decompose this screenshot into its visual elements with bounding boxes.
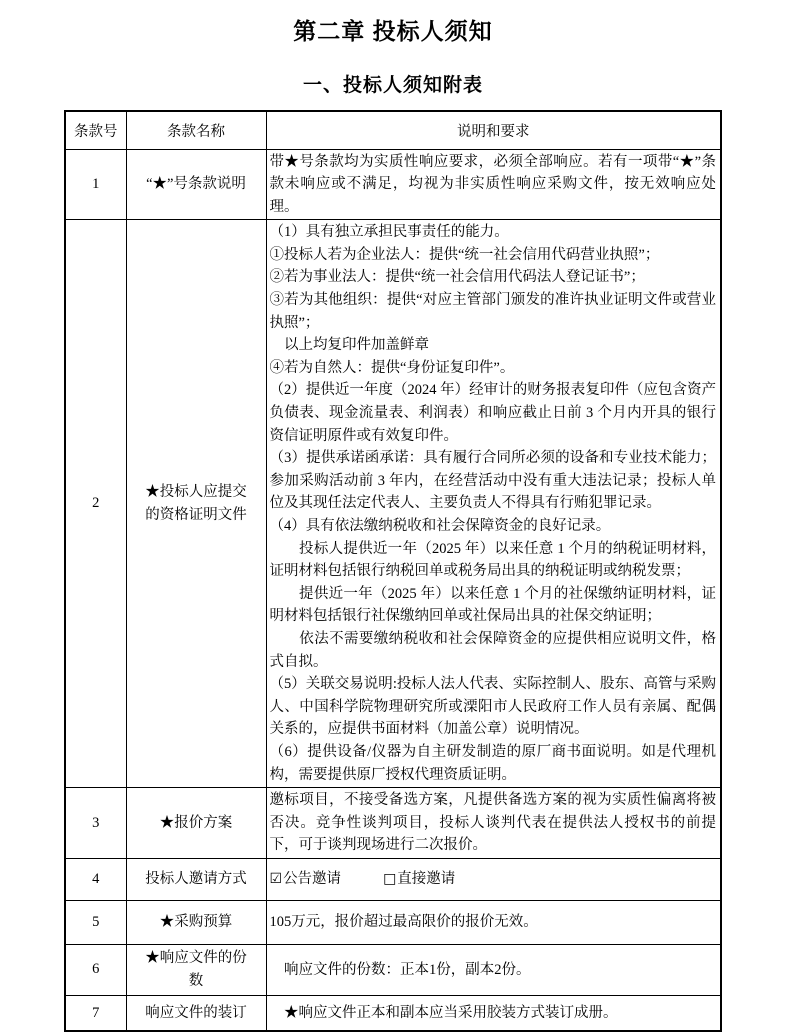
clause-description — [266, 944, 721, 995]
clause-description — [266, 858, 721, 900]
desc-paragraph: ①投标人若为企业法人：提供“统一社会信用代码营业执照”； — [269, 246, 660, 263]
clause-description — [266, 900, 721, 944]
desc-paragraph: 依法不需要缴纳税收和社会保障资金的应提供相应说明文件，格式自拟。 — [269, 630, 716, 670]
section-title: 一、投标人须知附表 — [302, 75, 483, 96]
unchecked-checkbox-icon: □ — [383, 871, 397, 888]
desc-paragraph: 以上均复印件加盖鲜章 — [269, 337, 429, 354]
desc-paragraph: 邀标项目，不接受备选方案，凡提供备选方案的视为实质性偏离将被否决。竞争性谈判项目，投标人谈判代表在提供法人授权书的前提下，可于谈判现场进行二次报价。 — [269, 792, 716, 854]
clause-no: 6 — [65, 944, 126, 995]
header-description: 说明和要求 — [266, 111, 721, 149]
desc-paragraph: 105万元，报价超过最高限价的报价无效。 — [269, 914, 538, 931]
checkbox-label: 直接邀请 — [397, 871, 456, 888]
clause-no: 7 — [65, 995, 126, 1031]
desc-paragraph: （4）具有依法缴纳税收和社会保障资金的良好记录。 — [269, 518, 611, 534]
clause-no: 4 — [65, 858, 126, 900]
desc-paragraph: 响应文件的份数：正本1份，副本2份。 — [269, 961, 531, 978]
clause-description — [266, 788, 721, 859]
clause-no: 2 — [65, 220, 126, 788]
table-row — [65, 995, 721, 1031]
clause-name: 投标人邀请方式 — [126, 858, 266, 900]
clause-name: ★投标人应提交的资格证明文件 — [126, 220, 266, 788]
table-row — [65, 788, 721, 859]
table-row — [65, 220, 721, 788]
table-row — [65, 944, 721, 995]
chapter-title: 第二章 投标人须知 — [293, 18, 493, 44]
clause-no: 3 — [65, 788, 126, 859]
checkbox-option-public-invite — [270, 871, 342, 887]
desc-paragraph: 投标人提供近一年（2025 年）以来任意 1 个月的纳税证明材料，证明材料包括银行纳税回单或税务局出具的纳税证明或纳税发票； — [269, 540, 716, 580]
desc-paragraph: （5）关联交易说明:投标人法人代表、实际控制人、股东、高管与采购人、中国科学院物理研究所或溧阳市人民政府工作人员有亲属、配偶关系的，应提供书面材料（加盖公章）说明情况。 — [269, 676, 716, 738]
desc-paragraph: （3）提供承诺函承诺：具有履行合同所必须的设备和专业技术能力；参加采购活动前 3 年内，在经营活动中没有重大违法记录；投标人单位及其现任法定代表人、主要负责人不得具有行贿犯罪记录。 — [269, 450, 716, 512]
clause-no: 5 — [65, 900, 126, 944]
clause-name: ★报价方案 — [126, 788, 266, 859]
table-row — [65, 858, 721, 900]
clause-name: ★采购预算 — [126, 900, 266, 944]
clause-description — [266, 149, 721, 220]
table-header-row — [65, 111, 721, 149]
header-clause-no: 条款号 — [65, 111, 126, 149]
desc-paragraph: 提供近一年（2025 年）以来任意 1 个月的社保缴纳证明材料，证明材料包括银行社保缴纳回单或社保局出具的社保交纳证明； — [269, 585, 716, 625]
desc-paragraph: ③若为其他组织：提供“对应主管部门颁发的准许执业证明文件或营业执照”； — [269, 292, 716, 331]
clause-description — [266, 995, 721, 1031]
checkbox-label: 公告邀请 — [283, 871, 342, 888]
clause-no: 1 — [65, 149, 126, 220]
header-clause-name: 条款名称 — [126, 111, 266, 149]
desc-paragraph: （6）提供设备/仪器为自主研发制造的原厂商书面说明。如是代理机构，需要提供原厂授权代理资质证明。 — [269, 743, 716, 783]
checkbox-option-direct-invite — [383, 871, 455, 887]
clause-name: “★”号条款说明 — [126, 149, 266, 220]
desc-paragraph: ★响应文件正本和副本应当采用胶装方式装订成册。 — [269, 1004, 618, 1021]
clause-description — [266, 220, 721, 788]
table-row — [65, 900, 721, 944]
checked-checkbox-icon: ☑ — [269, 871, 283, 888]
desc-paragraph: （1）具有独立承担民事责任的能力。 — [269, 224, 509, 241]
desc-paragraph: ②若为事业法人：提供“统一社会信用代码法人登记证书”； — [269, 269, 645, 286]
desc-paragraph: 带★号条款均为实质性响应要求，必须全部响应。若有一项带“★”条款未响应或不满足，均视为非实质性响应采购文件，按无效响应处理。 — [269, 153, 716, 215]
clause-name: ★响应文件的份数 — [126, 944, 266, 995]
instructions-table — [64, 110, 722, 1032]
desc-paragraph: （2）提供近一年度（2024 年）经审计的财务报表复印件（应包含资产负债表、现金流量表、利润表）和响应截止日前 3 个月内开具的银行资信证明原件或有效复印件。 — [269, 382, 716, 444]
clause-name: 响应文件的装订 — [126, 995, 266, 1031]
desc-paragraph: ④若为自然人：提供“身份证复印件”。 — [269, 359, 515, 376]
table-row — [65, 149, 721, 220]
